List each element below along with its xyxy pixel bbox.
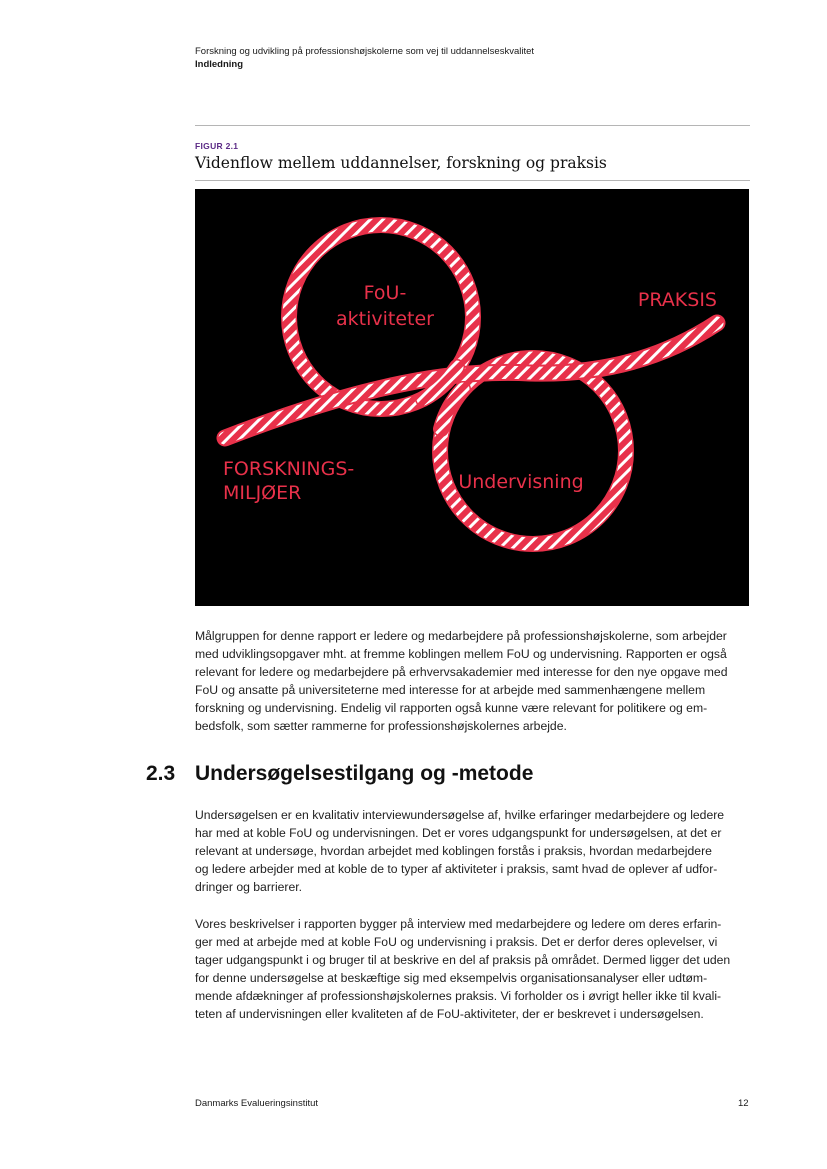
label-fou-line1: FoU- [363, 282, 407, 304]
text-line: Målgruppen for denne rapport er ledere og medarbejdere på professionshøjskolerne, som arbejder [195, 629, 727, 643]
text-line: med udviklingsopgaver mht. at fremme koblingen mellem FoU og undervisning. Rapporten er også [195, 647, 727, 661]
text-line: FoU og ansatte på universiteterne med interesse for at arbejde med sammenhængene mellem [195, 683, 706, 697]
text-line: mende afdækninger af professionshøjskolernes praksis. Vi forholder os i øvrigt heller ikke til kvali- [195, 989, 722, 1003]
text-line: tager udgangspunkt i og bruger til at beskrive en del af praksis på området. Dermed ligger det uden [195, 953, 731, 967]
section-title: Undersøgelsestilgang og -metode [195, 762, 534, 785]
text-line: Vores beskrivelser i rapporten bygger på interview med medarbejdere og ledere om deres erfarin- [195, 917, 722, 931]
page-number: 12 [738, 1098, 749, 1109]
figure-top-divider [195, 125, 750, 126]
text-line: har med at koble FoU og undervisningen. Det er vores udgangspunkt for undersøgelsen, at det er [195, 826, 722, 840]
running-section: Indledning [195, 59, 244, 70]
text-line: forskning og undervisning. Endelig vil rapporten også kunne være relevant for politikere og em- [195, 701, 708, 715]
text-line: for denne undersøgelse at beskæftige sig med eksempelvis organisationsanalyser eller udtøm- [195, 971, 708, 985]
footer-organization: Danmarks Evalueringsinstitut [195, 1098, 319, 1109]
figure-label: FIGUR 2.1 [195, 141, 239, 151]
method-paragraph-2 [195, 915, 751, 1023]
intro-paragraph [195, 627, 751, 735]
text-line: teten af undervisningen eller kvaliteten af de FoU-aktiviteter, der er beskrevet i undersøgelsen. [195, 1007, 704, 1021]
label-fou-line2: aktiviteter [336, 308, 434, 330]
text-line: og ledere arbejder med at koble de to typer af aktiviteter i praksis, samt hvad de oplever af udfor- [195, 862, 718, 876]
label-forskningsmiljoer-line1: FORSKNINGS- [223, 458, 355, 480]
text-line: bedsfolk, som sætter rammerne for professionshøjskolernes arbejde. [195, 719, 567, 733]
section-number: 2.3 [146, 762, 176, 785]
text-line: ger med at arbejde med at koble FoU og undervisning i praksis. Det er derfor deres oplevelser, vi [195, 935, 718, 949]
running-title: Forskning og udvikling på professionshøjskolerne som vej til uddannelseskvalitet [195, 46, 535, 57]
knowledge-flow-figure [195, 189, 749, 606]
text-line: relevant for ledere og medarbejdere på erhvervsakademier med interesse for den nye opgave med [195, 665, 728, 679]
text-line: relevant at undersøge, hvordan arbejdet med koblingen forstås i praksis, hvordan medarbejdere [195, 844, 712, 858]
label-praksis: PRAKSIS [637, 289, 717, 311]
text-line: dringer og barrierer. [195, 880, 303, 894]
label-undervisning: Undervisning [458, 471, 584, 493]
figure-title-divider [195, 180, 750, 181]
rope-diagram [195, 189, 749, 606]
method-paragraph-1 [195, 806, 751, 896]
label-forskningsmiljoer-line2: MILJØER [223, 482, 302, 504]
figure-title: Videnflow mellem uddannelser, forskning og praksis [195, 154, 607, 172]
text-line: Undersøgelsen er en kvalitativ interviewundersøgelse af, hvilke erfaringer medarbejdere og ledere [195, 808, 725, 822]
